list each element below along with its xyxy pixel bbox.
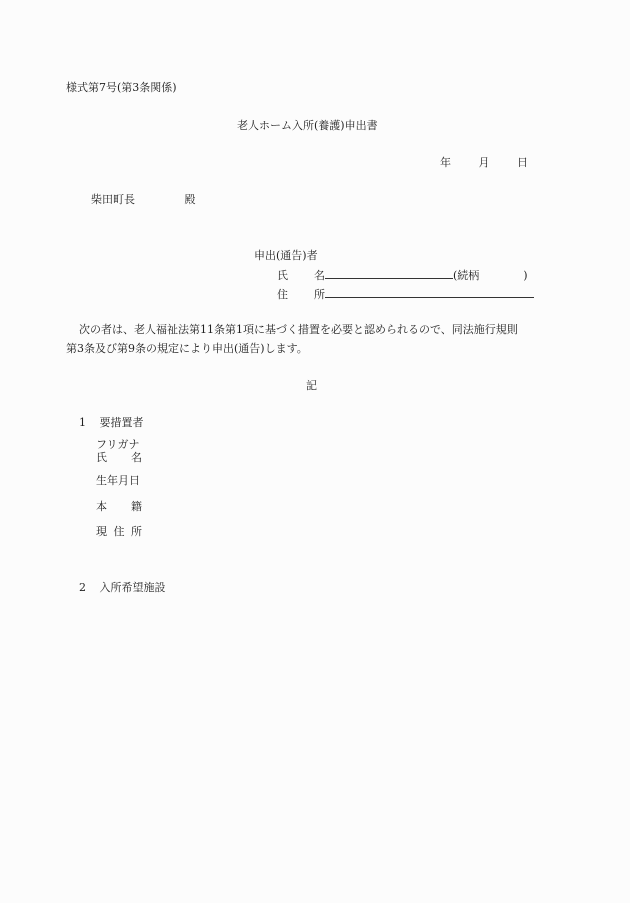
relation-close: ) <box>523 269 528 282</box>
person-name-label: 氏 名 <box>96 451 142 464</box>
applicant-heading: 申出(通告)者 <box>254 249 318 262</box>
date-day: 日 <box>517 156 528 169</box>
document-title: 老人ホーム入所(養護)申出書 <box>237 119 378 132</box>
form-number: 様式第7号(第3条関係) <box>66 81 177 94</box>
current-address-label: 現 住 所 <box>96 525 142 538</box>
applicant-name-field[interactable] <box>325 267 453 279</box>
addressee-honorific: 殿 <box>184 193 196 206</box>
section2-heading: 2 入所希望施設 <box>79 581 166 594</box>
relation-open: (続柄 <box>453 269 480 282</box>
applicant-address-field[interactable] <box>325 286 534 298</box>
address-label: 住 所 <box>277 288 325 301</box>
addressee <box>91 193 196 207</box>
birthdate-label: 生年月日 <box>96 474 140 487</box>
date-line <box>440 156 528 170</box>
section1-heading: 1 要措置者 <box>79 416 144 429</box>
ki-heading: 記 <box>306 379 317 392</box>
body-text-line2: 第3条及び第9条の規定により申出(通告)します。 <box>66 342 308 355</box>
applicant-name-row <box>277 267 528 283</box>
body-text-line1: 次の者は、老人福祉法第11条第1項に基づく措置を必要と認められるので、同法施行規則 <box>79 323 518 336</box>
addressee-name: 柴田町長 <box>91 193 135 206</box>
date-month: 月 <box>478 156 490 169</box>
furigana-label: フリガナ <box>96 438 140 451</box>
honseki-label: 本 籍 <box>96 500 142 513</box>
name-label: 氏 名 <box>277 269 325 282</box>
applicant-address-row <box>277 286 534 302</box>
date-year: 年 <box>440 156 451 169</box>
